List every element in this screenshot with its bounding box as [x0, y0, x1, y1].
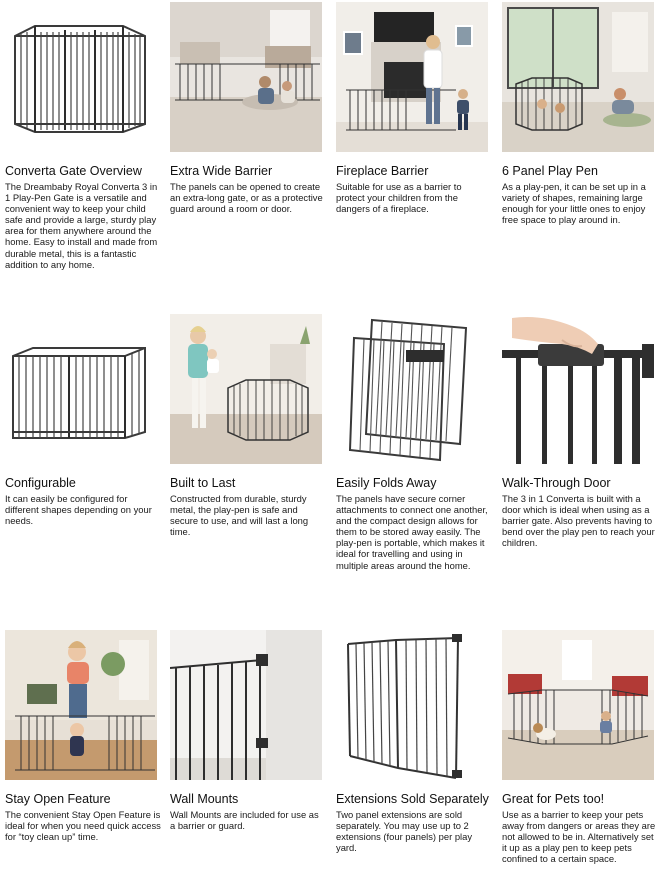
fireplace-barrier-image	[336, 2, 488, 152]
feature-description: Suitable for use as a barrier to protect your children from the dangers of a fireplace.	[336, 181, 462, 215]
feature-title: Wall Mounts	[170, 792, 239, 806]
wall-mount-image	[170, 630, 322, 780]
feature-title: Converta Gate Overview	[5, 164, 142, 178]
feature-description: Use as a barrier to keep your pets away from dangers or areas they are not allowed to be in. Alternatively set it up as a play pen to keep pets confined to a certain space.	[502, 809, 656, 865]
feature-description: The 3 in 1 Converta is built with a door which is ideal when using as a barrier gate. Also prevents having to bend over the play pen to reach your children.	[502, 493, 655, 549]
feature-title: 6 Panel Play Pen	[502, 164, 598, 178]
door-handle-image	[502, 314, 654, 464]
feature-description: As a play-pen, it can be set up in a variety of shapes, remaining large enough for your little ones to enjoy free space to play around in.	[502, 181, 646, 226]
pet-pen-image	[502, 630, 654, 780]
feature-title: Walk-Through Door	[502, 476, 611, 490]
living-room-barrier-image	[170, 2, 322, 152]
feature-description: It can easily be configured for different shapes depending on your needs.	[5, 493, 152, 527]
mother-child-play-pen-image	[170, 314, 322, 464]
feature-title: Easily Folds Away	[336, 476, 437, 490]
feature-title: Configurable	[5, 476, 76, 490]
feature-title: Fireplace Barrier	[336, 164, 429, 178]
feature-description: Constructed from durable, sturdy metal, the play-pen is safe and secure to use, and will last a long time.	[170, 493, 309, 538]
stay-open-gate-image	[5, 630, 157, 780]
feature-description: Two panel extensions are sold separately. You may use up to 2 extensions (four panels) per play yard.	[336, 809, 473, 854]
feature-description: The panels can be opened to create an extra-long gate, or as a protective guard around a room or door.	[170, 181, 323, 215]
hexagon-play-pen-image	[5, 2, 157, 152]
folded-panels-image	[336, 314, 488, 464]
feature-title: Built to Last	[170, 476, 236, 490]
feature-title: Extensions Sold Separately	[336, 792, 489, 806]
feature-description: Wall Mounts are included for use as a barrier or guard.	[170, 809, 319, 832]
feature-description: The convenient Stay Open Feature is ideal for when you need quick access for “toy clean up” time.	[5, 809, 161, 843]
play-pen-room-image	[502, 2, 654, 152]
feature-description: The panels have secure corner attachments to connect one another, and the compact design allows for them to be stored away easily. The play-pen is portable, which makes it ideal for travelling and using in multiple areas around the home.	[336, 493, 488, 571]
square-configuration-image	[5, 314, 157, 464]
feature-description: The Dreambaby Royal Converta 3 in 1 Play-Pen Gate is a versatile and convenient way to keep your child safe and provide a large, sturdy play area for them anywhere around the home. Easy to install and made from durable metal, this is a fantastic addition to any home.	[5, 181, 158, 270]
feature-title: Stay Open Feature	[5, 792, 111, 806]
feature-title: Extra Wide Barrier	[170, 164, 273, 178]
extension-panels-image	[336, 630, 488, 780]
feature-title: Great for Pets too!	[502, 792, 605, 806]
